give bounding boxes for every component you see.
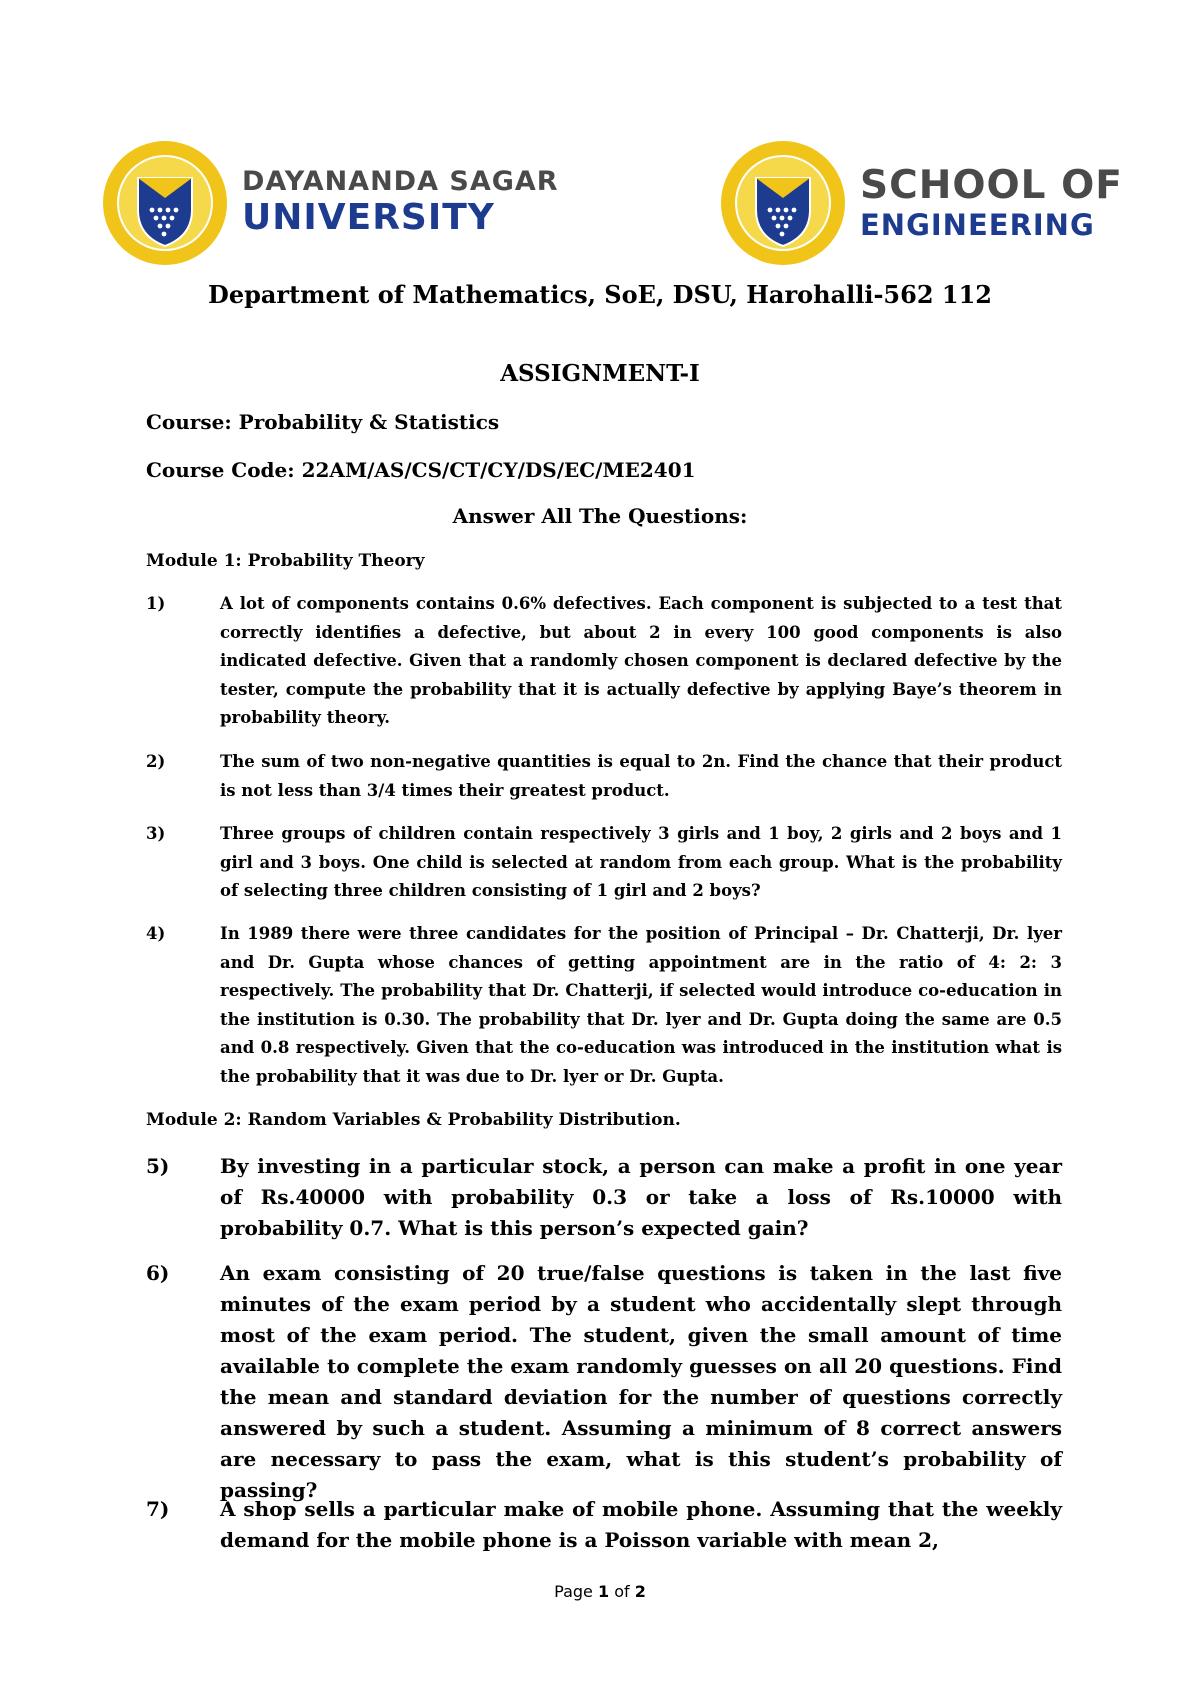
dsu-logo bbox=[100, 138, 559, 268]
instruction: Answer All The Questions: bbox=[452, 504, 748, 528]
footer-sep: of bbox=[609, 1582, 635, 1601]
school-seal-icon bbox=[718, 138, 848, 268]
question-number: 6) bbox=[146, 1261, 170, 1285]
soe-logo bbox=[718, 138, 1123, 268]
question-6 bbox=[146, 1258, 1062, 1506]
module-2-title: Module 2: Random Variables & Probability Distribution. bbox=[146, 1110, 681, 1130]
question-text: The sum of two non-negative quantities is equal to 2n. Find the chance that their product is not less than 3/4 times their greatest product. bbox=[220, 752, 1062, 800]
department-heading: Department of Mathematics, SoE, DSU, Harohalli-562 112 bbox=[208, 280, 992, 309]
question-text: A lot of components contains 0.6% defectives. Each component is subjected to a test that correctly identifies a defective, but about 2 in every 100 good components is also indicated defective. Given that a randomly chosen component is declared defective by the tester, compute the probability that it is actually defective by applying Baye’s theorem in probability theory. bbox=[220, 594, 1062, 727]
course-name: Course: Probability & Statistics bbox=[146, 410, 500, 434]
question-1 bbox=[146, 590, 1062, 733]
footer-prefix: Page bbox=[554, 1582, 598, 1601]
page-footer bbox=[0, 1582, 1200, 1601]
question-number: 2) bbox=[146, 752, 166, 771]
question-text: An exam consisting of 20 true/false questions is taken in the last five minutes of the exam period by a student who accidentally slept through most of the exam period. The student, given the small amount of time available to complete the exam randomly guesses on all 20 questions. Find the mean and standard deviation for the number of questions correctly answered by such a student. Assuming a minimum of 8 correct answers are necessary to pass the exam, what is this student’s probability of passing? bbox=[220, 1261, 1062, 1502]
question-text: In 1989 there were three candidates for the position of Principal – Dr. Chatterji, Dr. lyer and Dr. Gupta whose chances of getting appointment are in the ratio of 4: 2: 3 respectively. The probability that Dr. Chatterji, if selected would introduce co-education in the institution is 0.30. The probability that Dr. lyer and Dr. Gupta doing the same are 0.5 and 0.8 respectively. Given that the co-education was introduced in the institution what is the probability that it was due to Dr. lyer or Dr. Gupta. bbox=[220, 924, 1062, 1086]
question-7 bbox=[146, 1494, 1062, 1556]
module-1-title: Module 1: Probability Theory bbox=[146, 551, 425, 571]
page-current: 1 bbox=[597, 1582, 610, 1601]
logo-text-dsu: DAYANANDA SAGAR bbox=[242, 166, 559, 197]
question-number: 1) bbox=[146, 594, 166, 613]
question-4 bbox=[146, 920, 1062, 1091]
question-text: By investing in a particular stock, a person can make a profit in one year of Rs.40000 with probability 0.3 or take a loss of Rs.10000 with probability 0.7. What is this person’s expected gain? bbox=[220, 1154, 1062, 1240]
question-number: 3) bbox=[146, 824, 166, 843]
question-text: Three groups of children contain respectively 3 girls and 1 boy, 2 girls and 2 boys and 1 girl and 3 boys. One child is selected at random from each group. What is the probability of selecting three children consisting of 1 girl and 2 boys? bbox=[220, 824, 1062, 900]
header-logos bbox=[0, 138, 1200, 288]
logo-text-school-of: SCHOOL OF bbox=[860, 163, 1123, 208]
assignment-title: ASSIGNMENT-I bbox=[500, 360, 700, 387]
course-code: Course Code: 22AM/AS/CS/CT/CY/DS/EC/ME2401 bbox=[146, 458, 696, 482]
page-total: 2 bbox=[634, 1582, 646, 1601]
logo-text-engineering: ENGINEERING bbox=[860, 208, 1095, 242]
question-number: 4) bbox=[146, 924, 166, 943]
question-5 bbox=[146, 1151, 1062, 1244]
university-seal-icon bbox=[100, 138, 230, 268]
question-number: 5) bbox=[146, 1154, 170, 1178]
question-3 bbox=[146, 820, 1062, 906]
question-2 bbox=[146, 748, 1062, 805]
logo-text-university: UNIVERSITY bbox=[242, 197, 495, 238]
question-number: 7) bbox=[146, 1497, 170, 1521]
question-text: A shop sells a particular make of mobile phone. Assuming that the weekly demand for the mobile phone is a Poisson variable with mean 2, bbox=[220, 1497, 1062, 1552]
